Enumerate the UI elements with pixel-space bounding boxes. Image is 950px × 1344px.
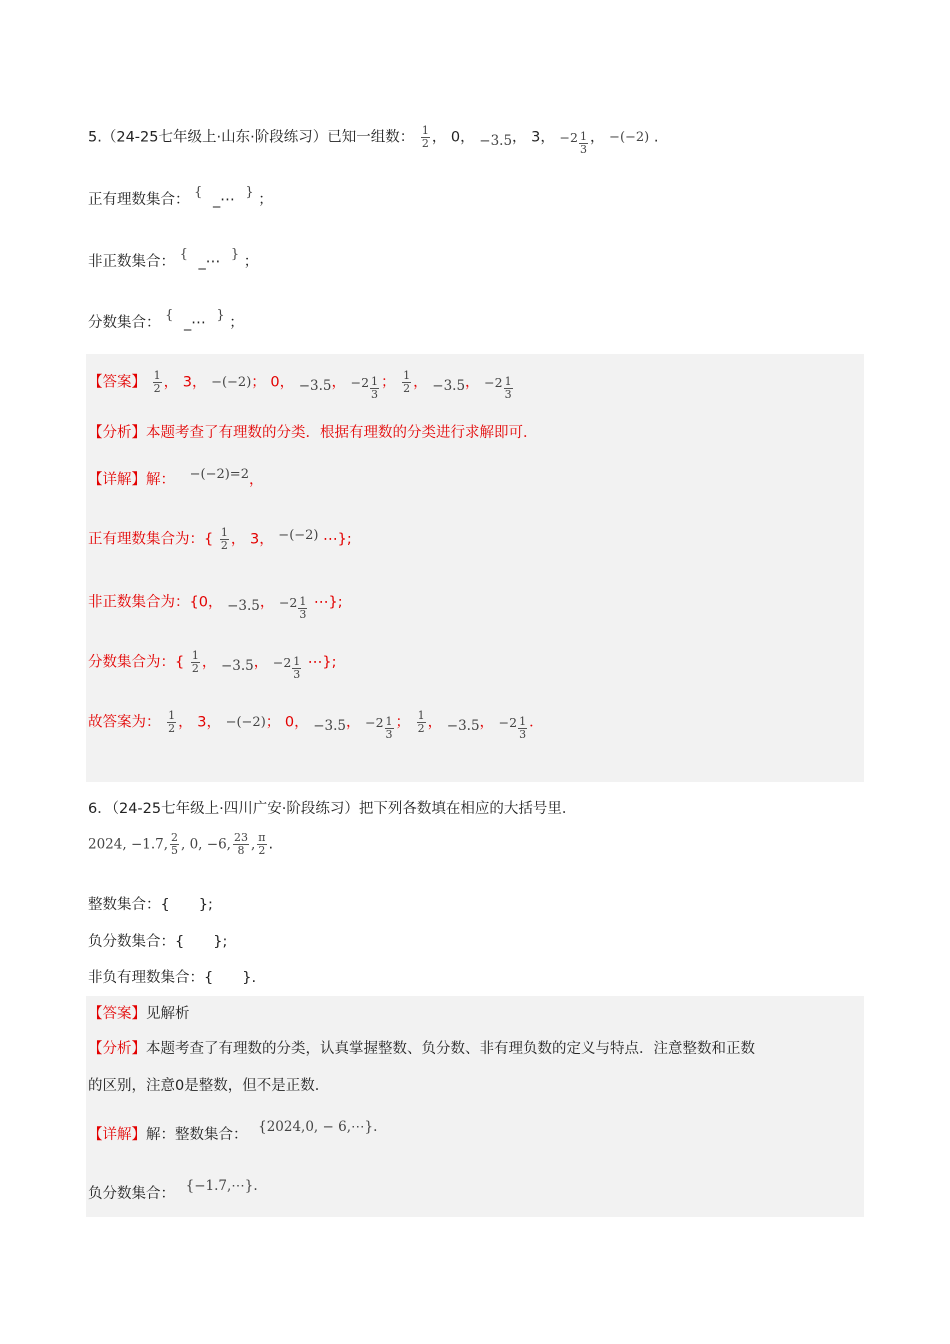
a6-analysis-line2: 的区别，注意0是整数，但不是正数． (88, 1078, 330, 1094)
analysis-text: 本题考查了有理数的分类．根据有理数的分类进行求解即可． (146, 425, 538, 441)
a6-detail: 【详解】解：整数集合： {2024,0, − 6,⋯}. (88, 1119, 378, 1143)
a6-answer-line: 【答案】见解析 (88, 1006, 190, 1022)
q5-line-positive: 正有理数集合： { _⋯ } ； (88, 185, 273, 208)
a5-positive-set: 正有理数集合为：{ $\frac{1}{2}$ ， 3， −(−2) ⋯}; (88, 526, 352, 552)
a5-final-answer: 故答案为： $\frac{1}{2}$ ， 3， −(−2)； 0， −3.5， −2 $\frac{1}{3}$ ； $\frac{1}{2}$ ， −3.5， −2 $\frac{1}{3}$ ． (88, 709, 544, 741)
q5-line-nonpositive: 非正数集合： { _⋯ } ； (88, 247, 259, 270)
a5-fraction-set: 分数集合为：{ $\frac{1}{2}$ ， −3.5， −2 $\frac{1}{3}$ ⋯}; (88, 649, 337, 681)
half-fraction: $\frac{1}{2}$ (421, 124, 429, 150)
answer-tag: 【答案】 (88, 374, 146, 391)
analysis-tag: 【分析】 (88, 425, 146, 441)
q6-nonneg-set: 非负有理数集合：{ }. (88, 970, 257, 986)
answer-tag: 【答案】 (88, 1006, 146, 1022)
q5-number: 5. (88, 129, 102, 146)
a5-detail: 【详解】解： −(−2)=2， (88, 466, 264, 488)
q6-number-list: 2024, −1.7, $\frac{2}{5}$ , 0, −6, $\frac{23}{8}$ , $\frac{\pi}{2}$ . (88, 831, 274, 857)
a5-analysis (88, 421, 538, 442)
q6-integer-set: 整数集合：{ }; (88, 897, 213, 913)
q6-negfraction-set: 负分数集合：{ }; (88, 934, 228, 950)
detail-tag: 【详解】 (88, 472, 146, 488)
q5-line-fraction: 分数集合： { _⋯ } ； (88, 308, 244, 331)
a5-nonpositive-set: 非正数集合为：{0， −3.5， −2 $\frac{1}{3}$ ⋯}; (88, 594, 343, 621)
a6-negfraction: 负分数集合： {−1.7,⋯}. (88, 1178, 258, 1202)
q6-source: （24-25七年级上·四川广安·阶段练习）把下列各数填在相应的大括号里． (111, 801, 577, 817)
a5-answer-line: 【答案】 $\frac{1}{2}$ ， 3， −(−2)； 0， −3.5， −2 $\frac{1}{3}$ ； $\frac{1}{2}$ ， −3.5， −2 $\frac{1}{3}$ (88, 369, 512, 401)
mixed-number: −2 $\frac{1}{3}$ (559, 130, 587, 156)
analysis-tag: 【分析】 (88, 1041, 146, 1057)
detail-tag: 【详解】 (88, 1127, 146, 1143)
q5-prompt: 5.（24-25七年级上·山东·阶段练习）已知一组数： $\frac{1}{2}$ ， 0， −3.5， 3， −2 $\frac{1}{3}$ ， −(−2) . (88, 124, 659, 156)
q6-prompt (88, 797, 576, 818)
q6-number: 6． (88, 801, 112, 817)
q5-source: （24-25七年级上·山东·阶段练习）已知一组数： (101, 129, 415, 146)
a6-analysis-line1: 【分析】本题考查了有理数的分类，认真掌握整数、负分数、非有理负数的定义与特点．注意整数和正数 (88, 1041, 755, 1057)
